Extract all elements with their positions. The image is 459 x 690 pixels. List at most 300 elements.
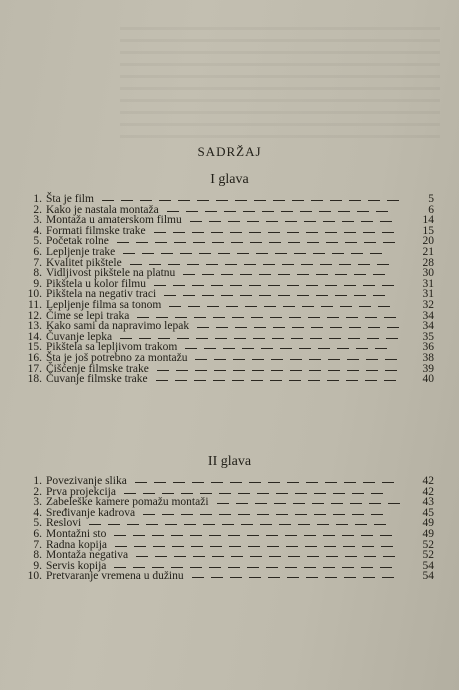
toc-entry-number: 2.: [33, 203, 42, 216]
toc-entry-number: 7.: [33, 538, 42, 551]
leader-dash: [202, 295, 214, 296]
leader-dash: [203, 524, 215, 525]
leader-dash: [216, 327, 228, 328]
leader-dash: [323, 535, 335, 536]
leader-dash: [228, 567, 240, 568]
leader-dash: [156, 380, 168, 381]
leader-dash: [328, 359, 340, 360]
leader-dash: [335, 274, 347, 275]
toc-entry-page: 38: [422, 351, 434, 364]
leader-dash: [154, 285, 166, 286]
bleed-through-text: [120, 18, 440, 138]
leader-dash: [297, 274, 309, 275]
leader-dash: [340, 306, 352, 307]
leader-dash: [361, 221, 373, 222]
leader-dash: [290, 370, 302, 371]
leader-dash: [157, 370, 169, 371]
leader-dash: [343, 546, 355, 547]
toc-entry-number: 6.: [33, 527, 42, 540]
toc-entry-title: Montaža negativa: [46, 549, 129, 562]
toc-entry-title: Čime se lepi traka: [46, 309, 130, 322]
leader-dash: [139, 338, 151, 339]
toc-entry: [22, 247, 434, 258]
leader-dash: [230, 232, 242, 233]
leader-dash: [268, 285, 280, 286]
toc-entry: [22, 508, 434, 519]
leader-dash: [358, 264, 370, 265]
leader-dash: [272, 338, 284, 339]
leader-dash: [165, 524, 177, 525]
leader-dash: [357, 211, 369, 212]
leader-dash: [251, 380, 263, 381]
toc-entry-title: Pikštela u kolor filmu: [46, 277, 146, 290]
toc-entry: [22, 353, 434, 364]
leader-dash: [171, 535, 183, 536]
leader-dash: [213, 380, 225, 381]
leader-dash: [212, 242, 224, 243]
leader-dash: [312, 503, 324, 504]
leader-dash: [275, 253, 287, 254]
leader-dash: [351, 253, 363, 254]
leader-dash: [205, 211, 217, 212]
leader-dash: [337, 348, 349, 349]
toc-entry-title: Kvalitet pikštele: [46, 256, 122, 269]
toc-entry-title: Zabeleške kamere pomažu montaži: [46, 496, 209, 509]
leader-dash: [364, 242, 376, 243]
leader-dash: [212, 556, 224, 557]
leader-dash: [235, 327, 247, 328]
leader-dash: [211, 285, 223, 286]
leader-dash: [240, 295, 252, 296]
leader-dash: [180, 253, 192, 254]
leader-dash: [373, 295, 385, 296]
leader-dash: [308, 317, 320, 318]
leader-dash: [187, 264, 199, 265]
leader-dash: [228, 221, 240, 222]
leader-dash: [292, 200, 304, 201]
leader-dash: [243, 211, 255, 212]
leader-dash: [204, 348, 216, 349]
leader-dash: [231, 556, 243, 557]
leader-dash: [273, 327, 285, 328]
leader-dash: [366, 370, 378, 371]
leader-dash: [241, 524, 253, 525]
leader-dash: [252, 370, 264, 371]
leader-dash: [370, 253, 382, 254]
toc-entry: [22, 476, 434, 487]
leader-dash: [363, 577, 375, 578]
toc-entry-title: Montažni sto: [46, 527, 107, 540]
leader-dash: [161, 253, 173, 254]
leader-dash: [190, 567, 202, 568]
leader-dash: [373, 274, 385, 275]
leader-dash: [285, 567, 297, 568]
leader-dash: [310, 338, 322, 339]
leader-dash: [314, 514, 326, 515]
leader-dash: [162, 493, 174, 494]
toc-list-1: [22, 194, 434, 385]
toc-entry-number: 6.: [33, 245, 42, 258]
leader-dash: [89, 524, 101, 525]
leader-dash: [256, 253, 268, 254]
leader-dash: [377, 264, 389, 265]
leader-dash: [325, 482, 337, 483]
leader-dash: [347, 370, 359, 371]
leader-dash: [381, 546, 393, 547]
leader-dash: [290, 359, 302, 360]
leader-dash: [230, 285, 242, 286]
leader-dash: [361, 567, 373, 568]
leader-dash: [102, 200, 114, 201]
leader-dash: [302, 306, 314, 307]
leader-dash: [327, 317, 339, 318]
leader-dash: [369, 503, 381, 504]
leader-dash: [320, 264, 332, 265]
toc-entry-page: 52: [422, 549, 434, 562]
leader-dash: [250, 242, 262, 243]
leader-dash: [136, 556, 148, 557]
leader-dash: [363, 285, 375, 286]
leader-dash: [325, 232, 337, 233]
leader-dash: [172, 546, 184, 547]
leader-dash: [221, 295, 233, 296]
leader-dash: [388, 503, 400, 504]
leader-dash: [183, 274, 195, 275]
leader-dash: [383, 242, 395, 243]
leader-dash: [214, 359, 226, 360]
leader-dash: [240, 274, 252, 275]
leader-dash: [207, 306, 219, 307]
leader-dash: [263, 264, 275, 265]
leader-dash: [306, 232, 318, 233]
leader-dash: [221, 274, 233, 275]
leader-dash: [317, 524, 329, 525]
leader-dash: [228, 535, 240, 536]
leader-dash: [355, 524, 367, 525]
leader-dash: [346, 380, 358, 381]
leader-dash: [231, 242, 243, 243]
leader-dash: [363, 232, 375, 233]
leader-dash: [123, 253, 135, 254]
leader-dash: [319, 211, 331, 212]
leader-dash: [380, 221, 392, 222]
toc-list-2: [22, 476, 434, 582]
toc-entry-number: 7.: [33, 256, 42, 269]
leader-dash: [178, 200, 190, 201]
leader-dash: [288, 242, 300, 243]
leader-dash: [154, 232, 166, 233]
leader-dash: [382, 232, 394, 233]
leader-dash: [152, 567, 164, 568]
leader-dash: [344, 285, 356, 286]
leader-dash: [387, 200, 399, 201]
leader-dash: [192, 232, 204, 233]
leader-dash: [309, 370, 321, 371]
leader-dash: [271, 359, 283, 360]
leader-dash: [300, 211, 312, 212]
leader-dash: [230, 482, 242, 483]
leader-dash: [280, 348, 292, 349]
leader-dash: [264, 306, 276, 307]
leader-dash: [354, 274, 366, 275]
toc-entry-number: 11.: [28, 298, 42, 311]
leader-dash: [316, 295, 328, 296]
leader-dash: [293, 503, 305, 504]
leader-dash: [304, 567, 316, 568]
leader-dash: [114, 535, 126, 536]
leader-dash: [344, 577, 356, 578]
leader-dash: [183, 295, 195, 296]
leader-dash: [140, 200, 152, 201]
leader-dash: [289, 380, 301, 381]
leader-dash: [199, 253, 211, 254]
leader-dash: [211, 482, 223, 483]
leader-dash: [196, 338, 208, 339]
leader-dash: [181, 493, 193, 494]
leader-dash: [380, 567, 392, 568]
leader-dash: [295, 493, 307, 494]
toc-entry-title: Početak rolne: [46, 235, 109, 248]
toc-entry-number: 9.: [33, 277, 42, 290]
leader-dash: [307, 242, 319, 243]
leader-dash: [235, 200, 247, 201]
leader-dash: [259, 274, 271, 275]
leader-dash: [124, 493, 136, 494]
leader-dash: [365, 317, 377, 318]
leader-dash: [281, 211, 293, 212]
leader-dash: [149, 264, 161, 265]
leader-dash: [365, 380, 377, 381]
leader-dash: [342, 535, 354, 536]
leader-dash: [238, 493, 250, 494]
toc-entry-number: 18.: [27, 373, 42, 386]
leader-dash: [254, 200, 266, 201]
leader-dash: [135, 482, 147, 483]
toc-entry: [22, 194, 434, 205]
toc-entry-title: Pretvaranje vremena u dužinu: [46, 570, 184, 583]
leader-dash: [285, 221, 297, 222]
toc-entry-page: 54: [422, 570, 434, 583]
toc-entry-number: 5.: [33, 235, 42, 248]
leader-dash: [211, 232, 223, 233]
toc-entry-number: 5.: [33, 517, 42, 530]
toc-entry-number: 3.: [33, 496, 42, 509]
toc-entry-title: Kako sami da napravimo lepak: [46, 320, 190, 333]
leader-dash: [142, 253, 154, 254]
leader-dash: [195, 370, 207, 371]
leader-dash: [222, 524, 234, 525]
leader-dash: [194, 380, 206, 381]
leader-dash: [307, 556, 319, 557]
leader-dash: [114, 567, 126, 568]
leader-dash: [153, 546, 165, 547]
leader-dash: [249, 482, 261, 483]
toc-entry-number: 8.: [33, 267, 42, 280]
toc-entry-number: 10.: [27, 570, 42, 583]
leader-dash: [288, 556, 300, 557]
leader-dash: [286, 546, 298, 547]
leader-dash: [274, 503, 286, 504]
leader-dash: [363, 482, 375, 483]
toc-entry-page: 31: [422, 277, 434, 290]
leader-dash: [268, 232, 280, 233]
leader-dash: [253, 338, 265, 339]
leader-dash: [152, 535, 164, 536]
leader-dash: [233, 370, 245, 371]
leader-dash: [242, 348, 254, 349]
leader-dash: [352, 493, 364, 494]
leader-dash: [345, 556, 357, 557]
leader-dash: [291, 338, 303, 339]
leader-dash: [237, 253, 249, 254]
leader-dash: [326, 556, 338, 557]
leader-dash: [244, 264, 256, 265]
leader-dash: [344, 232, 356, 233]
leader-dash: [335, 295, 347, 296]
leader-dash: [249, 232, 261, 233]
leader-dash: [339, 264, 351, 265]
toc-entry-page: 21: [422, 245, 434, 258]
leader-dash: [364, 556, 376, 557]
leader-dash: [295, 514, 307, 515]
toc-entry-page: 49: [422, 517, 434, 530]
leader-dash: [195, 359, 207, 360]
leader-dash: [368, 327, 380, 328]
leader-dash: [209, 221, 221, 222]
leader-dash: [252, 359, 264, 360]
leader-dash: [226, 306, 238, 307]
toc-entry-number: 14.: [27, 330, 42, 343]
leader-dash: [213, 317, 225, 318]
leader-dash: [191, 546, 203, 547]
leader-dash: [368, 200, 380, 201]
leader-dash: [154, 482, 166, 483]
leader-dash: [294, 253, 306, 254]
leader-dash: [344, 482, 356, 483]
leader-dash: [287, 232, 299, 233]
toc-entry-page: 42: [422, 475, 434, 487]
leader-dash: [127, 524, 139, 525]
leader-dash: [278, 274, 290, 275]
leader-dash: [378, 306, 390, 307]
toc-entry-title: Reslovi: [46, 517, 82, 530]
leader-dash: [247, 535, 259, 536]
leader-dash: [342, 567, 354, 568]
leader-dash: [333, 514, 345, 515]
toc-entry-number: 16.: [27, 351, 42, 364]
leader-dash: [155, 556, 167, 557]
leader-dash: [384, 380, 396, 381]
leader-dash: [331, 503, 343, 504]
leader-dash: [285, 535, 297, 536]
toc-entry-page: 14: [422, 214, 434, 227]
toc-entry-page: 39: [422, 362, 434, 375]
leader-dash: [311, 327, 323, 328]
leader-dash: [136, 242, 148, 243]
leader-dash: [146, 524, 158, 525]
leader-dash: [328, 370, 340, 371]
leader-dash: [345, 242, 357, 243]
leader-dash: [352, 514, 364, 515]
leader-dash: [316, 274, 328, 275]
leader-dash: [269, 242, 281, 243]
leader-dash: [304, 535, 316, 536]
leader-dash: [306, 285, 318, 286]
leader-dash: [193, 556, 205, 557]
leader-dash: [323, 221, 335, 222]
leader-dash: [217, 503, 229, 504]
leader-dash: [282, 264, 294, 265]
leader-dash: [108, 524, 120, 525]
leader-dash: [386, 338, 398, 339]
leader-dash: [155, 242, 167, 243]
leader-dash: [115, 546, 127, 547]
leader-dash: [234, 338, 246, 339]
toc-entry-page: 36: [422, 341, 434, 354]
leader-dash: [193, 242, 205, 243]
leader-dash: [245, 306, 257, 307]
leader-dash: [323, 567, 335, 568]
leader-dash: [249, 577, 261, 578]
leader-dash: [380, 535, 392, 536]
leader-dash: [169, 306, 181, 307]
toc-entry: [22, 374, 434, 385]
leader-dash: [283, 306, 295, 307]
leader-dash: [236, 503, 248, 504]
leader-dash: [321, 306, 333, 307]
leader-dash: [269, 556, 281, 557]
leader-dash: [230, 577, 242, 578]
leader-dash: [257, 514, 269, 515]
leader-dash: [200, 514, 212, 515]
toc-entry-title: Čuvanje lepka: [46, 330, 113, 343]
leader-dash: [251, 317, 263, 318]
leader-dash: [267, 546, 279, 547]
leader-dash: [268, 482, 280, 483]
leader-dash: [318, 348, 330, 349]
toc-entry-title: Kako je nastala montaža: [46, 203, 159, 216]
toc-entry-number: 4.: [33, 224, 42, 237]
leader-dash: [210, 546, 222, 547]
leader-dash: [192, 285, 204, 286]
leader-dash: [164, 295, 176, 296]
leader-dash: [297, 295, 309, 296]
leader-dash: [354, 295, 366, 296]
leader-dash: [250, 556, 262, 557]
toc-entry-title: Prva projekcija: [46, 485, 116, 498]
leader-dash: [266, 221, 278, 222]
toc-entry-title: Pikštela na negativ traci: [46, 288, 157, 301]
leader-dash: [371, 514, 383, 515]
leader-dash: [159, 200, 171, 201]
toc-entry-page: 34: [422, 309, 434, 322]
leader-dash: [232, 317, 244, 318]
leader-dash: [219, 514, 231, 515]
leader-dash: [361, 535, 373, 536]
leader-dash: [329, 338, 341, 339]
page-title: SADRŽAJ: [197, 144, 262, 159]
leader-dash: [173, 232, 185, 233]
leader-dash: [384, 317, 396, 318]
leader-dash: [382, 482, 394, 483]
leader-dash: [173, 482, 185, 483]
toc-entry-title: Čišćenje filmske trake: [46, 362, 149, 375]
leader-dash: [330, 200, 342, 201]
leader-dash: [255, 503, 267, 504]
toc-entry-page: 52: [422, 538, 434, 551]
leader-dash: [385, 359, 397, 360]
toc-entry-title: Pikštela sa lepljivom trakom: [46, 341, 178, 354]
